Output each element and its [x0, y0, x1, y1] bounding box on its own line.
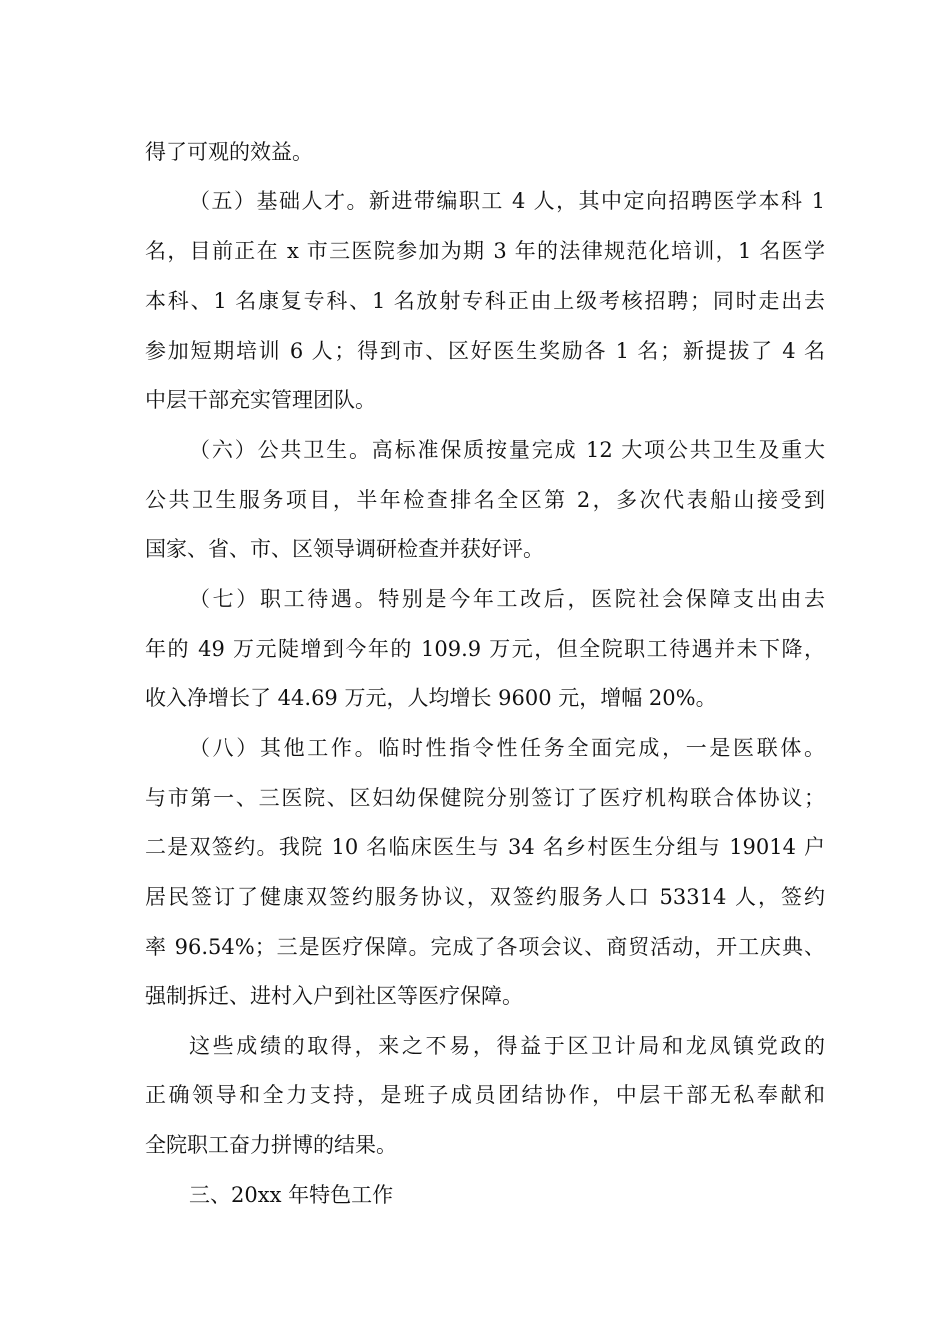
paragraph-other-work-line-5: 率 96.54%；三是医疗保障。完成了各项会议、商贸活动，开工庆典、: [145, 935, 825, 959]
paragraph-other-work-line-4: 居民签订了健康双签约服务协议，双签约服务人口 53314 人，签约: [145, 885, 825, 909]
paragraph-basic-talent-line-3: 本科、1 名康复专科、1 名放射专科正由上级考核招聘；同时走出去: [145, 289, 825, 313]
paragraph-basic-talent-line-4: 参加短期培训 6 人；得到市、区好医生奖励各 1 名；新提拔了 4 名: [145, 339, 825, 363]
paragraph-basic-talent-line-2: 名，目前正在 x 市三医院参加为期 3 年的法律规范化培训，1 名医学: [145, 239, 825, 263]
paragraph-other-work-line-6: 强制拆迁、进村入户到社区等医疗保障。: [145, 984, 523, 1008]
paragraph-summary-line-1: 这些成绩的取得，来之不易，得益于区卫计局和龙凤镇党政的: [189, 1034, 825, 1058]
paragraph-other-work-line-3: 二是双签约。我院 10 名临床医生与 34 名乡村医生分组与 19014 户: [145, 835, 825, 859]
paragraph-public-health-line-2: 公共卫生服务项目，半年检查排名全区第 2，多次代表船山接受到: [145, 488, 825, 512]
paragraph-staff-benefits-line-3: 收入净增长了 44.69 万元，人均增长 9600 元，增幅 20%。: [145, 686, 717, 710]
section-heading: 三、20xx 年特色工作: [189, 1183, 394, 1207]
paragraph-basic-talent-line-5: 中层干部充实管理团队。: [145, 388, 376, 412]
paragraph-basic-talent-line-1: （五）基础人才。新进带编职工 4 人，其中定向招聘医学本科 1: [189, 189, 825, 213]
paragraph-summary-line-3: 全院职工奋力拼博的结果。: [145, 1133, 397, 1157]
paragraph-other-work-line-2: 与市第一、三医院、区妇幼保健院分别签订了医疗机构联合体协议；: [145, 786, 825, 810]
paragraph-public-health-line-1: （六）公共卫生。高标准保质按量完成 12 大项公共卫生及重大: [189, 438, 825, 462]
paragraph-tail-line: 得了可观的效益。: [145, 140, 313, 164]
paragraph-staff-benefits-line-2: 年的 49 万元陡增到今年的 109.9 万元，但全院职工待遇并未下降，: [145, 637, 825, 661]
paragraph-other-work-line-1: （八）其他工作。临时性指令性任务全面完成，一是医联体。: [189, 736, 825, 760]
paragraph-summary-line-2: 正确领导和全力支持，是班子成员团结协作，中层干部无私奉献和: [145, 1083, 825, 1107]
paragraph-public-health-line-3: 国家、省、市、区领导调研检查并获好评。: [145, 537, 544, 561]
paragraph-staff-benefits-line-1: （七）职工待遇。特别是今年工改后，医院社会保障支出由去: [189, 587, 825, 611]
